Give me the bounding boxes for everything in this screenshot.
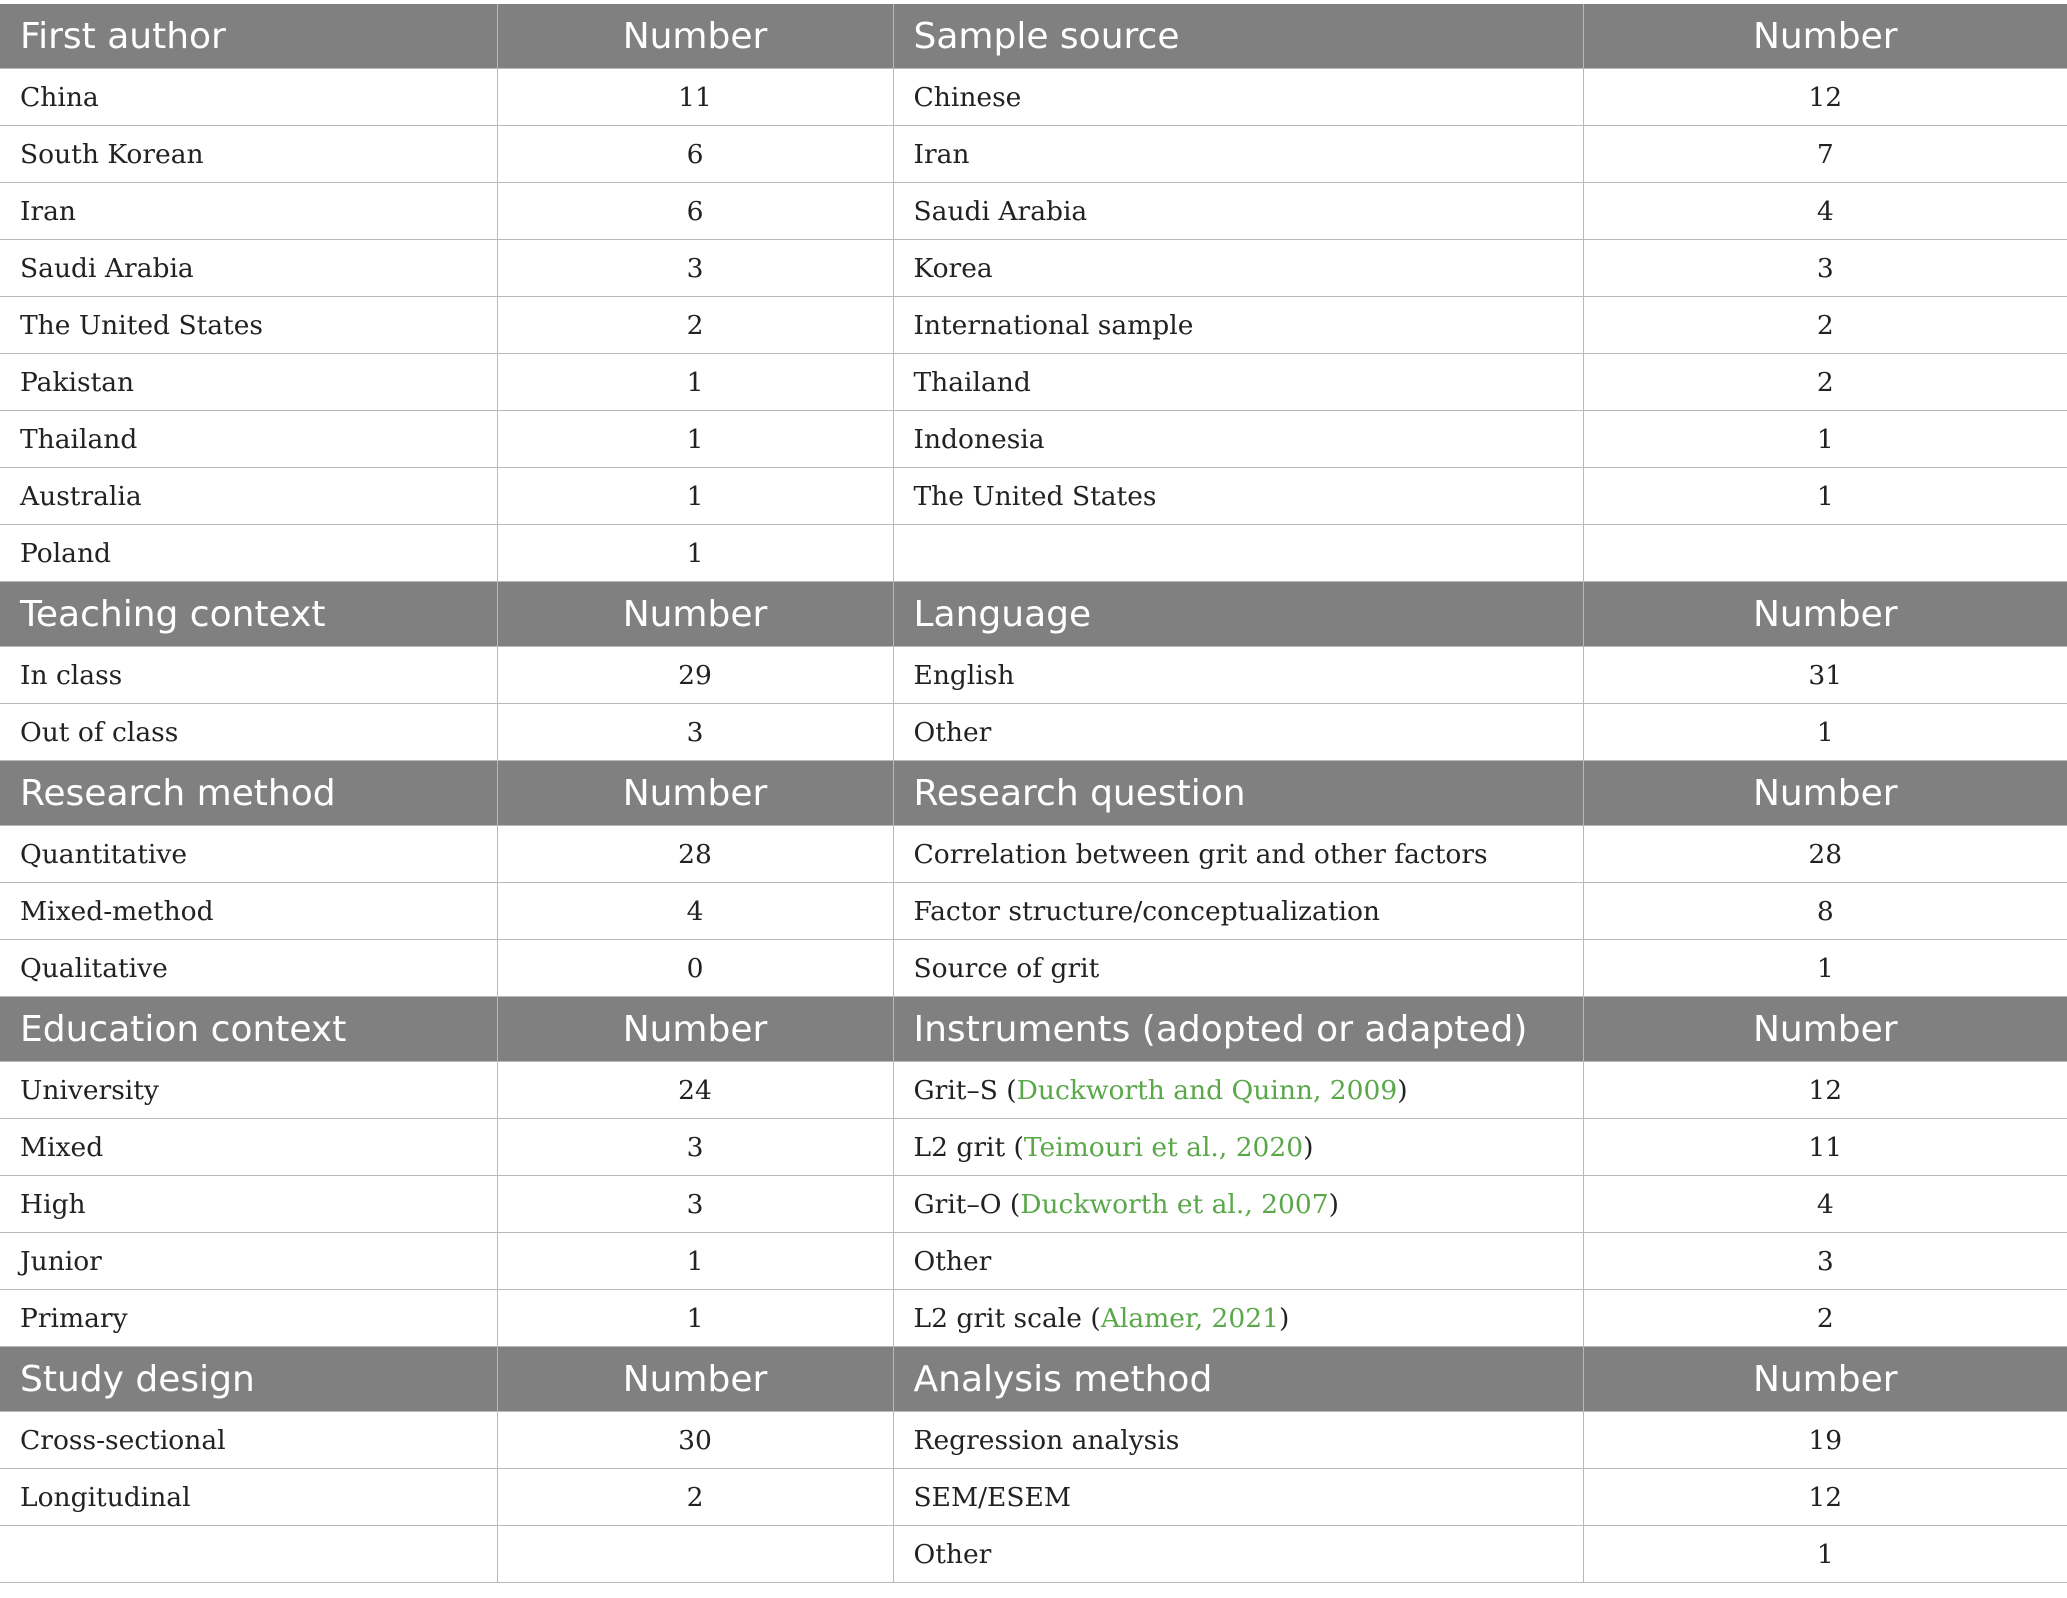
table-row bbox=[0, 297, 2067, 354]
right-value-cell: 1 bbox=[1583, 940, 2067, 997]
left-value-cell: 1 bbox=[497, 468, 893, 525]
left-value-cell: 1 bbox=[497, 411, 893, 468]
left-label-cell: Mixed-method bbox=[0, 883, 497, 940]
right-label-cell bbox=[893, 297, 1583, 354]
right-label-text: L2 grit ( bbox=[913, 1131, 1024, 1163]
right-label-suffix: ) bbox=[1303, 1131, 1314, 1163]
left-value-cell: 1 bbox=[497, 354, 893, 411]
right-label-text: The United States bbox=[913, 480, 1157, 512]
right-value-cell: 4 bbox=[1583, 1176, 2067, 1233]
left-label-cell: Mixed bbox=[0, 1119, 497, 1176]
left-label-cell: The United States bbox=[0, 297, 497, 354]
left-label-cell: Pakistan bbox=[0, 354, 497, 411]
left-number-header: Number bbox=[497, 1347, 893, 1412]
right-label-text: Grit–S ( bbox=[913, 1074, 1017, 1106]
left-label-cell: South Korean bbox=[0, 126, 497, 183]
left-category-header: Teaching context bbox=[0, 582, 497, 647]
right-value-cell: 4 bbox=[1583, 183, 2067, 240]
left-category-header: First author bbox=[0, 4, 497, 69]
left-label-cell: Primary bbox=[0, 1290, 497, 1347]
citation-link[interactable]: Duckworth and Quinn, 2009 bbox=[1016, 1074, 1398, 1106]
left-value-cell: 30 bbox=[497, 1412, 893, 1469]
right-number-header: Number bbox=[1583, 997, 2067, 1062]
right-value-cell: 11 bbox=[1583, 1119, 2067, 1176]
right-value-cell: 7 bbox=[1583, 126, 2067, 183]
table-row bbox=[0, 1412, 2067, 1469]
table-row bbox=[0, 411, 2067, 468]
right-label-text: Thailand bbox=[913, 366, 1031, 398]
left-value-cell bbox=[497, 1526, 893, 1583]
section-header-row bbox=[0, 4, 2067, 69]
table-row bbox=[0, 647, 2067, 704]
left-value-cell: 3 bbox=[497, 704, 893, 761]
table-row bbox=[0, 126, 2067, 183]
right-value-cell: 28 bbox=[1583, 826, 2067, 883]
table-body bbox=[0, 4, 2067, 1583]
left-value-cell: 6 bbox=[497, 183, 893, 240]
right-label-cell bbox=[893, 1290, 1583, 1347]
left-value-cell: 6 bbox=[497, 126, 893, 183]
left-label-cell: Out of class bbox=[0, 704, 497, 761]
table-row bbox=[0, 826, 2067, 883]
right-category-header: Research question bbox=[893, 761, 1583, 826]
right-value-cell: 2 bbox=[1583, 1290, 2067, 1347]
left-value-cell: 29 bbox=[497, 647, 893, 704]
right-value-cell bbox=[1583, 525, 2067, 582]
table-row bbox=[0, 1469, 2067, 1526]
left-number-header: Number bbox=[497, 761, 893, 826]
right-label-text: Chinese bbox=[913, 81, 1022, 113]
right-value-cell: 12 bbox=[1583, 1062, 2067, 1119]
right-category-header: Instruments (adopted or adapted) bbox=[893, 997, 1583, 1062]
right-value-cell: 1 bbox=[1583, 411, 2067, 468]
right-value-cell: 31 bbox=[1583, 647, 2067, 704]
citation-link[interactable]: Duckworth et al., 2007 bbox=[1020, 1188, 1329, 1220]
right-label-cell bbox=[893, 411, 1583, 468]
left-value-cell: 4 bbox=[497, 883, 893, 940]
right-value-cell: 8 bbox=[1583, 883, 2067, 940]
right-label-text: SEM/ESEM bbox=[913, 1481, 1072, 1513]
right-label-cell bbox=[893, 69, 1583, 126]
right-value-cell: 3 bbox=[1583, 1233, 2067, 1290]
left-number-header: Number bbox=[497, 582, 893, 647]
right-label-cell bbox=[893, 1119, 1583, 1176]
left-number-header: Number bbox=[497, 997, 893, 1062]
citation-link[interactable]: Teimouri et al., 2020 bbox=[1023, 1131, 1304, 1163]
right-label-text: Source of grit bbox=[913, 952, 1100, 984]
left-value-cell: 28 bbox=[497, 826, 893, 883]
right-label-cell bbox=[893, 126, 1583, 183]
left-value-cell: 3 bbox=[497, 1119, 893, 1176]
right-label-cell bbox=[893, 354, 1583, 411]
left-value-cell: 1 bbox=[497, 1233, 893, 1290]
right-value-cell: 19 bbox=[1583, 1412, 2067, 1469]
right-value-cell: 12 bbox=[1583, 69, 2067, 126]
section-header-row bbox=[0, 761, 2067, 826]
right-label-text: Iran bbox=[913, 138, 970, 170]
left-value-cell: 2 bbox=[497, 1469, 893, 1526]
left-label-cell: China bbox=[0, 69, 497, 126]
right-label-text: Grit–O ( bbox=[913, 1188, 1021, 1220]
left-label-cell: Qualitative bbox=[0, 940, 497, 997]
table-row bbox=[0, 354, 2067, 411]
left-category-header: Study design bbox=[0, 1347, 497, 1412]
right-label-cell bbox=[893, 240, 1583, 297]
table-row bbox=[0, 1176, 2067, 1233]
left-value-cell: 3 bbox=[497, 240, 893, 297]
right-value-cell: 1 bbox=[1583, 468, 2067, 525]
right-label-text: Korea bbox=[913, 252, 993, 284]
right-label-cell bbox=[893, 883, 1583, 940]
left-label-cell: Quantitative bbox=[0, 826, 497, 883]
right-label-text: Other bbox=[913, 1538, 992, 1570]
table-row bbox=[0, 240, 2067, 297]
table-row bbox=[0, 1526, 2067, 1583]
section-header-row bbox=[0, 1347, 2067, 1412]
left-label-cell: Australia bbox=[0, 468, 497, 525]
right-label-cell bbox=[893, 1469, 1583, 1526]
right-number-header: Number bbox=[1583, 4, 2067, 69]
citation-link[interactable]: Alamer, 2021 bbox=[1100, 1302, 1280, 1334]
left-value-cell: 11 bbox=[497, 69, 893, 126]
section-header-row bbox=[0, 997, 2067, 1062]
right-label-text: Other bbox=[913, 1245, 992, 1277]
right-label-suffix: ) bbox=[1328, 1188, 1339, 1220]
right-label-cell bbox=[893, 525, 1583, 582]
left-label-cell bbox=[0, 1526, 497, 1583]
left-label-cell: Cross-sectional bbox=[0, 1412, 497, 1469]
right-label-cell bbox=[893, 183, 1583, 240]
table-row bbox=[0, 940, 2067, 997]
summary-table bbox=[0, 4, 2067, 1583]
left-label-cell: Iran bbox=[0, 183, 497, 240]
right-value-cell: 2 bbox=[1583, 297, 2067, 354]
left-label-cell: Poland bbox=[0, 525, 497, 582]
right-label-cell bbox=[893, 940, 1583, 997]
right-label-cell bbox=[893, 1412, 1583, 1469]
right-label-cell bbox=[893, 647, 1583, 704]
table-row bbox=[0, 1119, 2067, 1176]
table-row bbox=[0, 704, 2067, 761]
right-label-cell bbox=[893, 1062, 1583, 1119]
left-value-cell: 1 bbox=[497, 525, 893, 582]
right-value-cell: 12 bbox=[1583, 1469, 2067, 1526]
right-label-text: Indonesia bbox=[913, 423, 1045, 455]
table-row bbox=[0, 883, 2067, 940]
left-label-cell: Saudi Arabia bbox=[0, 240, 497, 297]
right-category-header: Sample source bbox=[893, 4, 1583, 69]
right-label-cell bbox=[893, 1526, 1583, 1583]
right-label-cell bbox=[893, 1176, 1583, 1233]
left-label-cell: Thailand bbox=[0, 411, 497, 468]
table-row bbox=[0, 183, 2067, 240]
right-label-cell bbox=[893, 468, 1583, 525]
right-label-suffix: ) bbox=[1397, 1074, 1408, 1106]
right-category-header: Language bbox=[893, 582, 1583, 647]
left-label-cell: In class bbox=[0, 647, 497, 704]
right-number-header: Number bbox=[1583, 582, 2067, 647]
right-category-header: Analysis method bbox=[893, 1347, 1583, 1412]
right-label-text: Factor structure/conceptualization bbox=[913, 895, 1380, 927]
right-label-text: English bbox=[913, 659, 1015, 691]
right-label-text: L2 grit scale ( bbox=[913, 1302, 1101, 1334]
table-row bbox=[0, 1290, 2067, 1347]
left-value-cell: 2 bbox=[497, 297, 893, 354]
left-value-cell: 24 bbox=[497, 1062, 893, 1119]
left-label-cell: University bbox=[0, 1062, 497, 1119]
right-number-header: Number bbox=[1583, 761, 2067, 826]
right-label-text: Saudi Arabia bbox=[913, 195, 1088, 227]
right-label-suffix: ) bbox=[1279, 1302, 1290, 1334]
table-row bbox=[0, 468, 2067, 525]
table-row bbox=[0, 1233, 2067, 1290]
right-value-cell: 2 bbox=[1583, 354, 2067, 411]
left-number-header: Number bbox=[497, 4, 893, 69]
right-label-text: Correlation between grit and other factors bbox=[913, 838, 1488, 870]
left-label-cell: Junior bbox=[0, 1233, 497, 1290]
left-value-cell: 3 bbox=[497, 1176, 893, 1233]
right-label-cell bbox=[893, 704, 1583, 761]
left-value-cell: 1 bbox=[497, 1290, 893, 1347]
right-value-cell: 1 bbox=[1583, 704, 2067, 761]
right-value-cell: 3 bbox=[1583, 240, 2067, 297]
left-label-cell: High bbox=[0, 1176, 497, 1233]
right-label-cell bbox=[893, 826, 1583, 883]
right-value-cell: 1 bbox=[1583, 1526, 2067, 1583]
left-label-cell: Longitudinal bbox=[0, 1469, 497, 1526]
table-row bbox=[0, 525, 2067, 582]
section-header-row bbox=[0, 582, 2067, 647]
right-label-text: Regression analysis bbox=[913, 1424, 1180, 1456]
left-category-header: Research method bbox=[0, 761, 497, 826]
right-number-header: Number bbox=[1583, 1347, 2067, 1412]
right-label-cell bbox=[893, 1233, 1583, 1290]
left-category-header: Education context bbox=[0, 997, 497, 1062]
table-row bbox=[0, 1062, 2067, 1119]
right-label-text: Other bbox=[913, 716, 992, 748]
left-value-cell: 0 bbox=[497, 940, 893, 997]
table-row bbox=[0, 69, 2067, 126]
right-label-text: International sample bbox=[913, 309, 1194, 341]
